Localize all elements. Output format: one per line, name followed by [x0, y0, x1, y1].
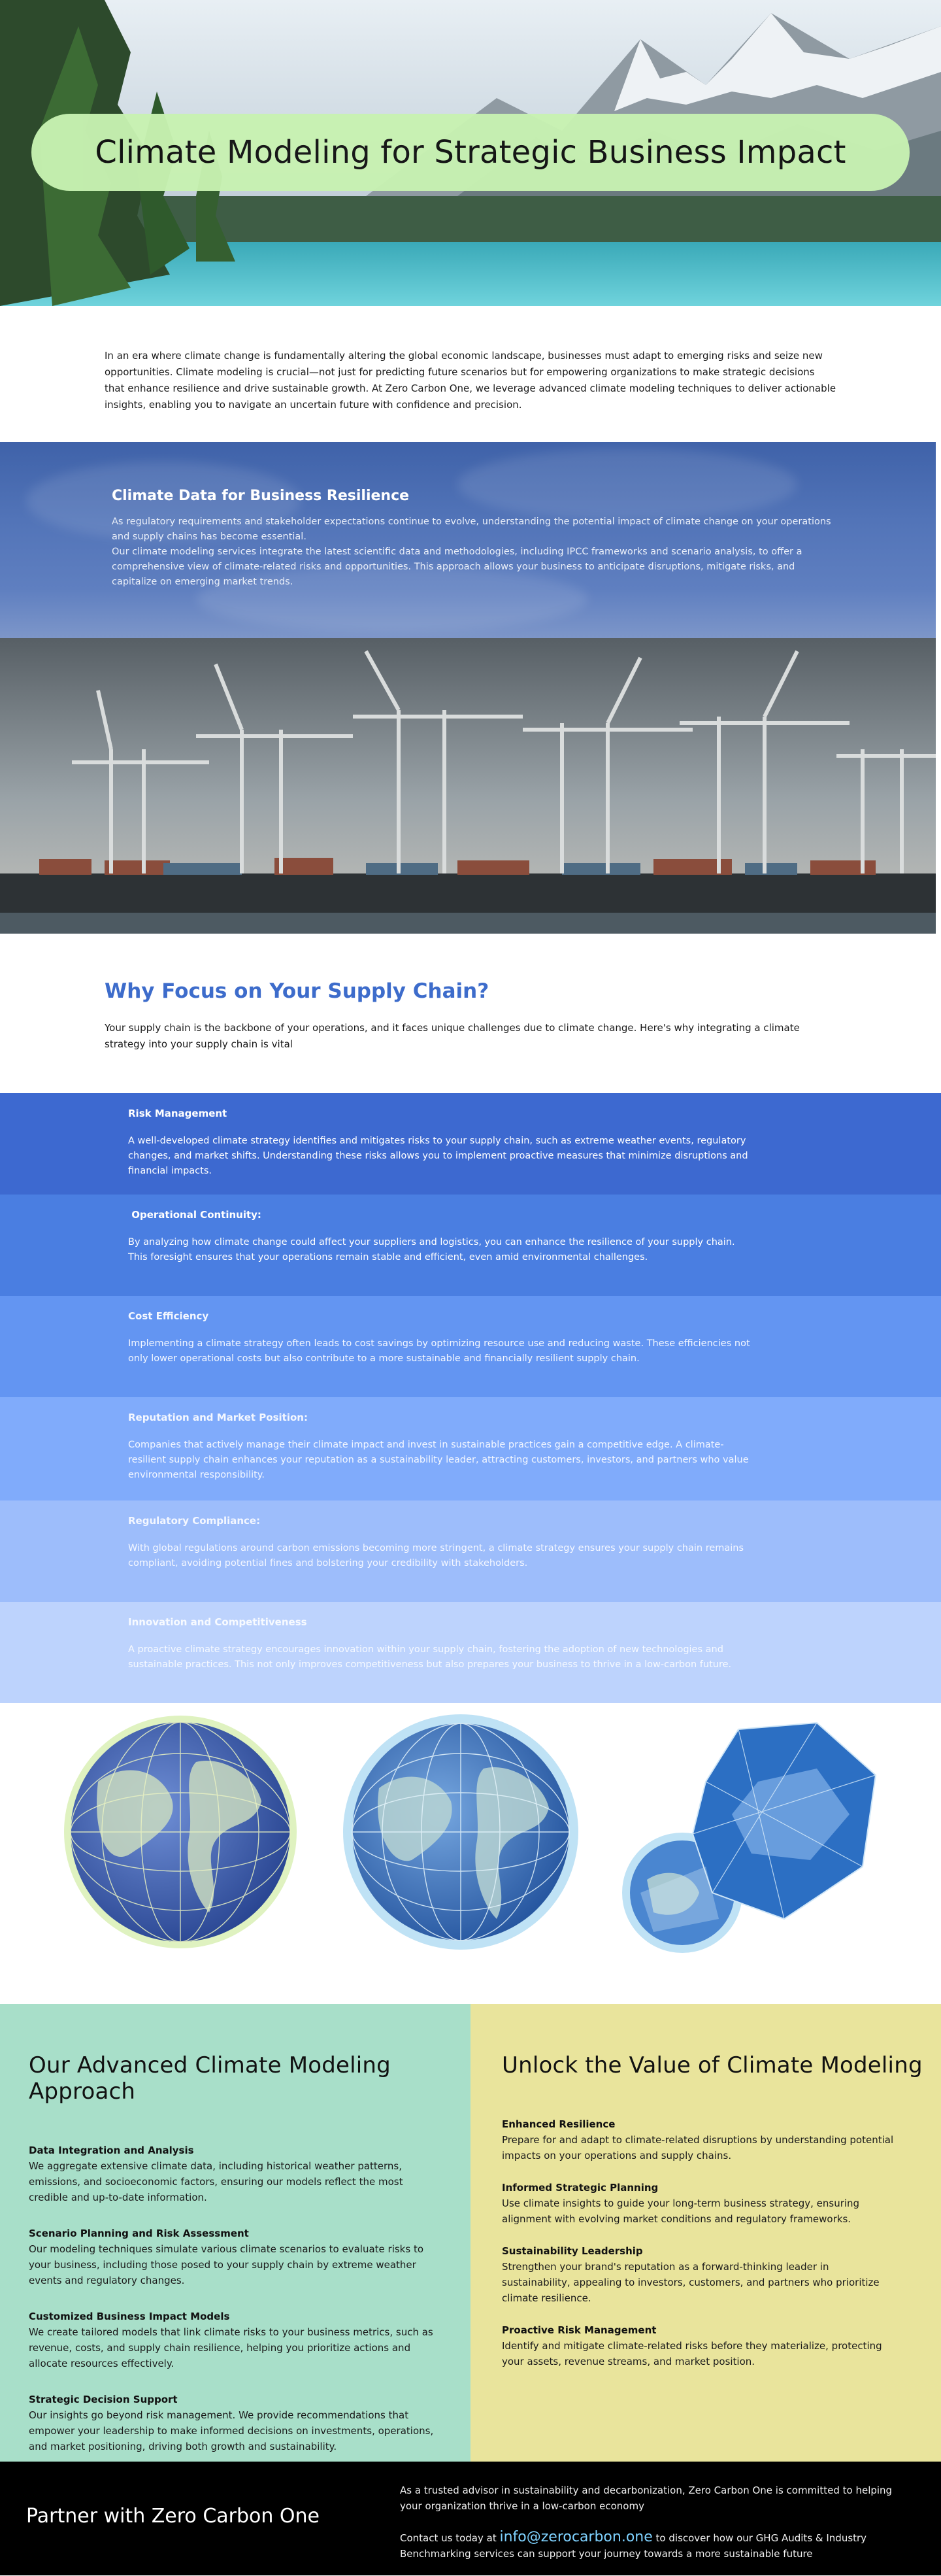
benefit-title: Regulatory Compliance:: [128, 1515, 261, 1527]
benefit-text: A proactive climate strategy encourages innovation within your supply chain, fostering the adoption of new technologies and sustainable practices. This not only improves competitiveness but also prepares your business to thrive in a low-carbon future.: [128, 1644, 732, 1670]
value-item-title: Proactive Risk Management: [502, 2324, 657, 2336]
globe-icon: [64, 1716, 297, 1948]
footer-text: As a trusted advisor in sustainability and decarbonization, Zero Carbon One is committed to helping your organization thrive in a low-carbon economy: [400, 2484, 893, 2512]
shipping-cranes-image: [0, 638, 936, 934]
approach-item: [29, 2309, 444, 2371]
email-link[interactable]: info@zerocarbon.one: [499, 2529, 653, 2545]
footer-right: [400, 2462, 941, 2575]
value-column: [470, 2004, 941, 2462]
value-item-title: Informed Strategic Planning: [502, 2182, 659, 2194]
intro-section: [0, 306, 941, 442]
footer: [0, 2462, 941, 2575]
footer-contact: [400, 2530, 897, 2562]
approach-value-section: [0, 2004, 941, 2462]
hexagon-globe-icon: [622, 1723, 876, 1953]
benefit-text: A well-developed climate strategy identifies and mitigates risks to your supply chain, such as extreme weather events, regulatory changes, and market shifts. Understanding these risks allows you to implement proactive measures that minimize disruptions and financial impacts.: [128, 1136, 748, 1176]
approach-item-title: Strategic Decision Support: [29, 2394, 178, 2405]
approach-item-text: Our modeling techniques simulate various climate scenarios to evaluate risks to your business, including those posed to your supply chain by extreme weather events and regulatory changes.: [29, 2243, 423, 2286]
approach-column: [0, 2004, 470, 2462]
benefit-cost-efficiency: [0, 1296, 941, 1397]
why-supply-chain-text: Your supply chain is the backbone of your operations, and it faces unique challenges due to climate change. Here's why integrating a climate strategy into your supply chain is vital: [105, 1022, 800, 1050]
value-item: [502, 2322, 894, 2369]
footer-left: [0, 2462, 400, 2575]
benefits-list: [0, 1093, 941, 1703]
contact-suffix: to discover how our GHG Audits & Industry Benchmarking services can support your journey towards a more sustainable future: [400, 2532, 867, 2560]
benefit-innovation: [0, 1602, 941, 1703]
value-item-text: Identify and mitigate climate-related risks before they materialize, protecting your assets, revenue streams, and market position.: [502, 2340, 882, 2367]
benefit-title: Reputation and Market Position:: [128, 1412, 308, 1423]
footer-title: Partner with Zero Carbon One: [26, 2505, 320, 2528]
why-supply-chain-section: [0, 934, 941, 1093]
value-item-text: Prepare for and adapt to climate-related disruptions by understanding potential impacts on your operations and supply chains.: [502, 2134, 894, 2161]
hero-title-pill: [31, 114, 910, 191]
port-image: [0, 638, 936, 934]
globe-icon: [343, 1714, 578, 1950]
value-item: [502, 2116, 894, 2163]
benefit-operational-continuity: [0, 1195, 941, 1296]
globe-images: [0, 1703, 941, 2004]
approach-item: [29, 2226, 444, 2288]
climate-data-paragraph-2: Our climate modeling services integrate the latest scientific data and methodologies, including IPCC frameworks and scenario analysis, to offer a comprehensive view of climate-related risks and opportunities. This approach allows your business to anticipate disruptions, mitigate risks, and capitalize on emerging market trends.: [112, 547, 802, 587]
approach-item-title: Data Integration and Analysis: [29, 2144, 194, 2156]
benefit-regulatory-compliance: [0, 1500, 941, 1602]
approach-item-title: Scenario Planning and Risk Assessment: [29, 2228, 249, 2239]
approach-item-text: We create tailored models that link climate risks to your business metrics, such as revenue, costs, and supply chain resilience, helping you prioritize actions and allocate resources effectively.: [29, 2326, 433, 2369]
page-title: Climate Modeling for Strategic Business Impact: [95, 134, 846, 171]
value-item-text: Use climate insights to guide your long-term business strategy, ensuring alignment with evolving market conditions and regulatory frameworks.: [502, 2197, 860, 2225]
approach-item: [29, 2392, 444, 2454]
intro-text: In an era where climate change is fundamentally altering the global economic landscape, businesses must adapt to emerging risks and seize new opportunities. Climate modeling is crucial—not just for predicting future scenarios but for empowering organizations to make strategic decisions that enhance resilience and drive sustainable growth. At Zero Carbon One, we leverage advanced climate modeling techniques to deliver actionable insights, enabling you to navigate an uncertain future with confidence and precision.: [105, 350, 836, 411]
approach-item-text: Our insights go beyond risk management. We provide recommendations that empower your leadership to make informed decisions on investments, operations, and market positioning, driving both growth and sustainability.: [29, 2409, 434, 2452]
climate-data-paragraph-1: As regulatory requirements and stakeholder expectations continue to evolve, understanding the potential impact of climate change on your operations and supply chains has become essential.: [112, 517, 831, 542]
approach-item: [29, 2143, 444, 2205]
benefit-title: Risk Management: [128, 1108, 227, 1119]
benefit-title: Cost Efficiency: [128, 1310, 209, 1322]
climate-data-section: [0, 442, 936, 638]
benefit-reputation: [0, 1397, 941, 1500]
benefit-text: Companies that actively manage their climate impact and invest in sustainable practices gain a competitive edge. A climate-resilient supply chain enhances your reputation as a sustainability leader, attracting customers, investors, and partners who value environmental responsibility.: [128, 1440, 749, 1480]
why-supply-chain-title: Why Focus on Your Supply Chain?: [105, 979, 489, 1003]
value-item-title: Sustainability Leadership: [502, 2245, 643, 2257]
benefit-text: With global regulations around carbon emissions becoming more stringent, a climate strategy ensures your supply chain remains compliant, avoiding potential fines and bolstering your credibility with stakeholders.: [128, 1543, 744, 1568]
value-item-title: Enhanced Resilience: [502, 2118, 616, 2130]
value-item: [502, 2180, 894, 2227]
approach-title: Our Advanced Climate Modeling Approach: [29, 2052, 391, 2105]
benefit-text: By analyzing how climate change could affect your suppliers and logistics, you can enhance the resilience of your supply chain. This foresight ensures that your operations remain stable and efficient, even amid environmental challenges.: [128, 1237, 735, 1263]
benefit-title: Operational Continuity:: [128, 1209, 261, 1221]
benefit-risk-management: [0, 1093, 941, 1195]
value-item: [502, 2243, 894, 2306]
approach-item-text: We aggregate extensive climate data, including historical weather patterns, emissions, and socioeconomic factors, ensuring our models reflect the most credible and up-to-date information.: [29, 2160, 403, 2203]
globe-illustrations: [0, 1703, 941, 2004]
approach-item-title: Customized Business Impact Models: [29, 2311, 230, 2322]
hero-banner: [0, 0, 941, 306]
climate-data-title: Climate Data for Business Resilience: [112, 488, 410, 504]
value-item-text: Strengthen your brand's reputation as a forward-thinking leader in sustainability, appealing to investors, customers, and partners who prioritize climate resilience.: [502, 2261, 880, 2304]
value-title: Unlock the Value of Climate Modeling: [502, 2052, 923, 2078]
benefit-title: Innovation and Competitiveness: [128, 1616, 307, 1628]
contact-prefix: Contact us today at: [400, 2532, 500, 2544]
benefit-text: Implementing a climate strategy often leads to cost savings by optimizing resource use and reducing waste. These efficiencies not only lower operational costs but also contribute to a more sustainable and financially resilient supply chain.: [128, 1338, 750, 1364]
